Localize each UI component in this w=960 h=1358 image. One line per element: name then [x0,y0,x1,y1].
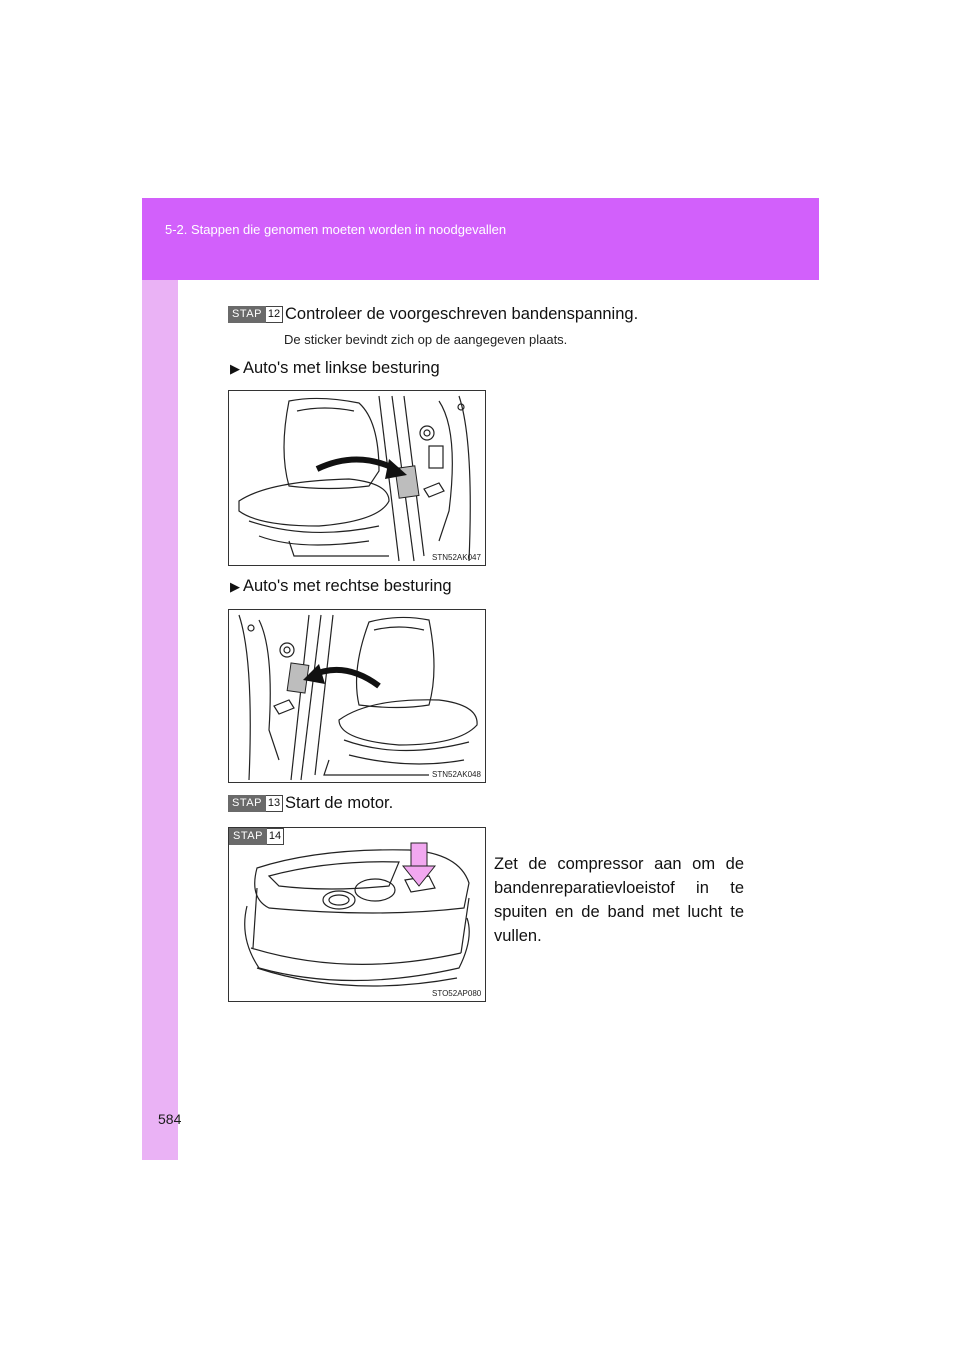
step-12-note: De sticker bevindt zich op de aangegeven plaats. [284,332,568,347]
figure-code: STN52AK047 [432,553,481,562]
figure-compressor [228,827,486,1002]
seat-door-illustration-rhd [229,610,485,782]
figure-code: STO52AP080 [432,989,482,998]
figure-left-hand-drive [228,390,486,566]
variant-right-hand-drive: ▶ Auto's met rechtse besturing [230,577,452,595]
compressor-illustration [229,828,485,1001]
page-number: 584 [158,1111,182,1127]
step-badge-12: STAP 12 [228,306,283,323]
right-triangle-icon: ▶ [230,579,240,594]
side-color-band [142,198,178,1160]
step-14-text: Zet de compressor aan om de bandenreparatievloeistof in te spuiten en de band met lucht te vullen. [494,855,744,945]
seat-door-illustration-lhd [229,391,485,565]
step-badge-13: STAP 13 [228,795,283,812]
section-header-band [142,198,819,280]
section-title: 5-2. Stappen die genomen moeten worden in noodgevallen [165,222,507,237]
figure-right-hand-drive [228,609,486,783]
variant-left-hand-drive: ▶ Auto's met linkse besturing [230,359,440,377]
right-triangle-icon: ▶ [230,361,240,376]
figure-code: STN52AK048 [432,770,481,779]
step-13-text: Start de motor. [285,794,394,812]
step-badge-14: STAP 14 [229,828,284,845]
step-12-text: Controleer de voorgeschreven bandenspanning. [285,305,639,323]
